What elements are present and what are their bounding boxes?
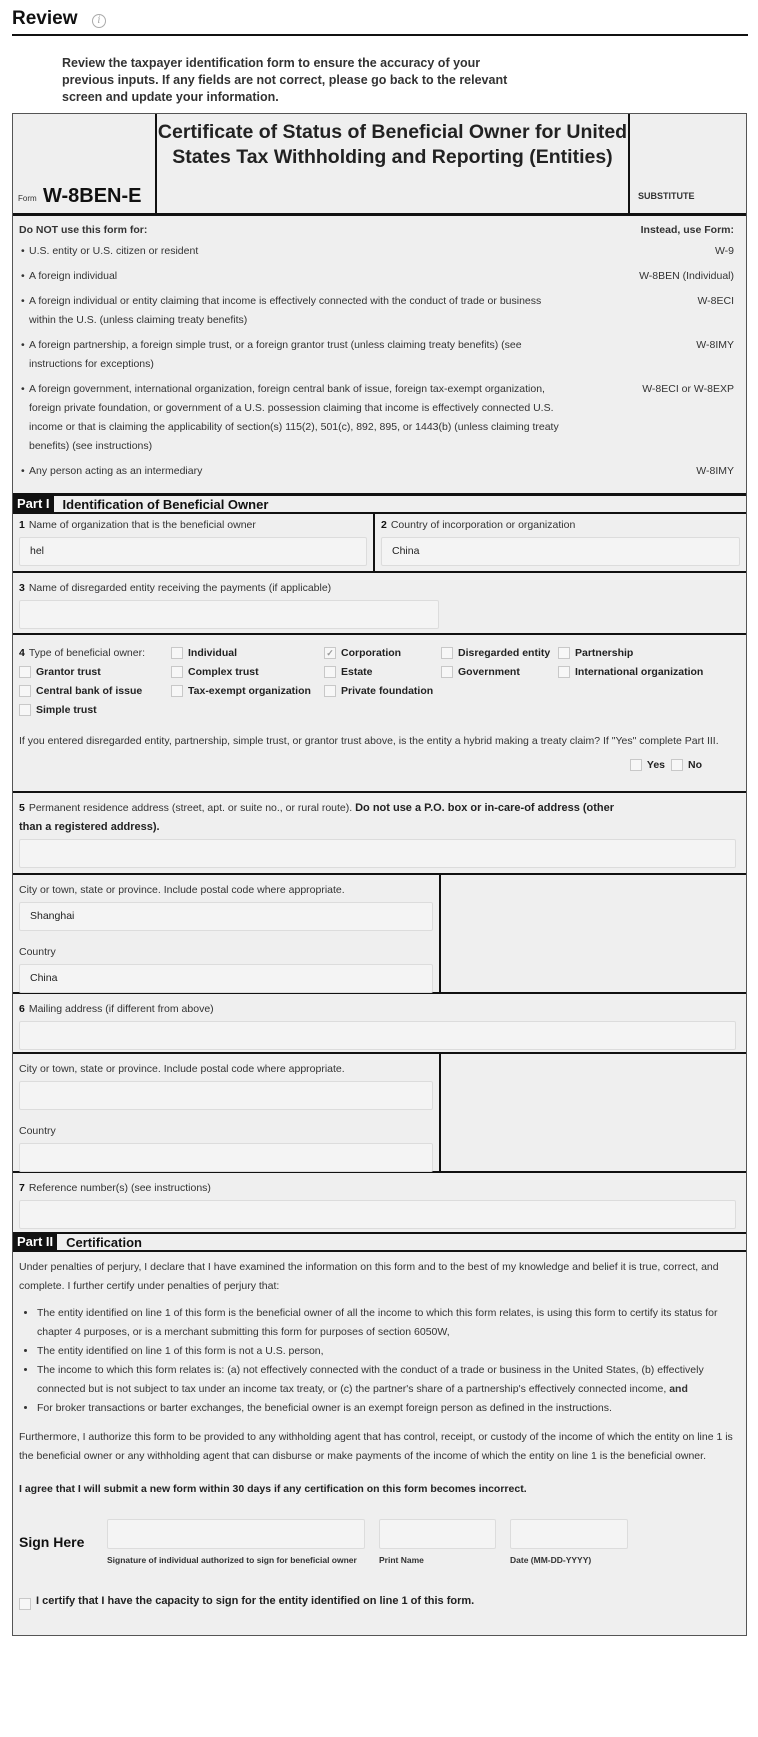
beneficial-owner-type-group xyxy=(13,635,746,771)
certification-intro: Under penalties of perjury, I declare that I have examined the information on this form and to the best of my knowledge and belief it is true, correct, and complete. I further certify under penalties of perjury that: xyxy=(19,1261,719,1292)
option-label: Government xyxy=(458,665,520,678)
checkbox-partnership[interactable] xyxy=(558,647,570,659)
do-not-use-row xyxy=(19,462,740,481)
checkbox-simple-trust[interactable] xyxy=(19,704,31,716)
line5-label-bold: Do not use a P.O. box or in-care-of address (other than a registered address). xyxy=(19,802,615,833)
option-estate[interactable] xyxy=(324,666,441,678)
sign-row xyxy=(19,1519,740,1570)
line1-2-row xyxy=(13,514,746,573)
hybrid-yes-option[interactable] xyxy=(630,759,665,771)
disregarded-entity-field[interactable] xyxy=(19,600,439,629)
line4-label: Type of beneficial owner: xyxy=(28,646,145,659)
line1-number: 1 xyxy=(19,519,25,531)
option-label: Tax-exempt organization xyxy=(188,684,311,697)
checkbox-grantor-trust[interactable] xyxy=(19,666,31,678)
do-not-use-text: • U.S. entity or U.S. citizen or resident xyxy=(19,242,559,261)
checkbox-disregarded-entity[interactable] xyxy=(441,647,453,659)
do-not-use-form: W-8ECI xyxy=(697,295,734,307)
form-number: W-8BEN-E xyxy=(43,185,142,207)
option-label: Simple trust xyxy=(36,703,97,716)
hybrid-answer-group xyxy=(19,759,740,771)
empty-cell xyxy=(441,1054,746,1171)
country-of-incorporation-field[interactable]: China xyxy=(381,537,740,566)
instead-heading: Instead, use Form: xyxy=(640,224,734,236)
signature-caption: Signature of individual authorized to sign for beneficial owner xyxy=(107,1555,357,1565)
line4-number: 4 xyxy=(19,646,25,659)
page-header xyxy=(12,6,748,36)
do-not-use-form: W-9 xyxy=(714,245,734,257)
city-country-6-row xyxy=(13,1054,746,1173)
do-not-use-row xyxy=(19,242,740,261)
substitute-box xyxy=(630,114,746,213)
line7-cell xyxy=(13,1173,746,1232)
city-country-5-row xyxy=(13,875,746,994)
info-icon[interactable]: i xyxy=(92,14,106,28)
line6-number: 6 xyxy=(19,1003,25,1015)
checkbox-hybrid-yes[interactable] xyxy=(630,759,642,771)
line5-number: 5 xyxy=(19,802,25,814)
mailing-address-field[interactable] xyxy=(19,1021,736,1050)
option-label: Grantor trust xyxy=(36,665,101,678)
country6-label: Country xyxy=(19,1125,56,1137)
furthermore-text: Furthermore, I authorize this form to be provided to any withholding agent that has control, receipt, or custody of the income of which the entity on line 1 is the beneficial owner or any withholding agent that can disburse or make payments of the income of which the entity on line 1 is the beneficial owner. xyxy=(19,1431,733,1462)
signature-field-wrap xyxy=(107,1519,365,1570)
checkbox-government[interactable] xyxy=(441,666,453,678)
part2-header xyxy=(13,1234,746,1252)
part1-label: Part I xyxy=(13,495,54,513)
line6-cell xyxy=(13,994,746,1052)
country5-label: Country xyxy=(19,946,56,958)
do-not-use-text: • A foreign individual xyxy=(19,267,559,286)
agree-text: I agree that I will submit a new form within 30 days if any certification on this form becomes incorrect. xyxy=(19,1483,527,1495)
certification-bullets xyxy=(19,1304,740,1418)
certification-bullet-text: The income to which this form relates is: (a) not effectively connected with the conduct of a trade or business in the United States, (b) effectively connected but is not subject to tax under an income tax treaty, or (c) the partner's share of a partnership's effectively connected income, xyxy=(37,1364,704,1395)
option-government[interactable] xyxy=(441,666,558,678)
certification-bullet-and: and xyxy=(669,1383,688,1395)
option-label: Estate xyxy=(341,665,373,678)
option-label: Individual xyxy=(188,646,238,659)
do-not-use-text: • A foreign partnership, a foreign simple trust, or a foreign grantor trust (unless claiming treaty benefits) (see instructions for exceptions) xyxy=(19,336,559,374)
page-title: Review xyxy=(12,8,78,29)
checkbox-hybrid-no[interactable] xyxy=(671,759,683,771)
line4-label-wrap xyxy=(19,647,171,659)
form-title: Certificate of Status of Beneficial Owner for United States Tax Withholding and Reporting (Entities) xyxy=(157,114,630,213)
part1-title: Identification of Beneficial Owner xyxy=(62,496,269,512)
option-label: Disregarded entity xyxy=(458,646,551,659)
do-not-use-form: W-8BEN (Individual) xyxy=(639,270,734,282)
line2-label: Country of incorporation or organization xyxy=(390,519,576,531)
part2-label: Part II xyxy=(13,1233,57,1251)
do-not-use-text: • A foreign individual or entity claiming that income is effectively connected with the conduct of trade or business within the U.S. (unless claiming treaty benefits) xyxy=(19,292,559,330)
checkbox-private-foundation[interactable] xyxy=(324,685,336,697)
city5-field[interactable]: Shanghai xyxy=(19,902,433,931)
line1-label: Name of organization that is the beneficial owner xyxy=(28,519,256,531)
line7-number: 7 xyxy=(19,1182,25,1194)
do-not-use-row xyxy=(19,292,740,330)
line3-row xyxy=(13,573,746,635)
option-label: Central bank of issue xyxy=(36,684,143,697)
city6-label: City or town, state or province. Include postal code where appropriate. xyxy=(19,1063,345,1075)
print-name-field[interactable] xyxy=(379,1519,496,1549)
do-not-use-form: W-8IMY xyxy=(696,465,734,477)
option-complex-trust[interactable] xyxy=(171,666,324,678)
checkbox-complex-trust[interactable] xyxy=(171,666,183,678)
part1-header xyxy=(13,496,746,514)
line1-cell xyxy=(13,514,375,571)
do-not-use-form: W-8ECI or W-8EXP xyxy=(642,383,734,395)
print-name-field-wrap xyxy=(379,1519,496,1570)
sign-here-label: Sign Here xyxy=(19,1534,85,1550)
part2-title: Certification xyxy=(66,1234,142,1250)
checkbox-estate[interactable] xyxy=(324,666,336,678)
option-disregarded-entity[interactable] xyxy=(441,647,558,659)
certification-section xyxy=(13,1252,746,1635)
reference-number-field[interactable] xyxy=(19,1200,736,1229)
do-not-use-section xyxy=(13,216,746,496)
line3-number: 3 xyxy=(19,582,25,594)
do-not-use-row xyxy=(19,380,740,456)
date-field[interactable] xyxy=(510,1519,628,1549)
line5-cell xyxy=(13,793,746,873)
do-not-use-text: • A foreign government, international organization, foreign central bank of issue, foreign tax-exempt organization, foreign private foundation, or government of a U.S. possession claiming that income is effectively connected U.S. income or that is claiming the applicability of section(s) 115(2), 501(c), 892, 895, or 1443(b) (unless claiming treaty benefits) (see instructions) xyxy=(19,380,559,456)
form-id-box xyxy=(13,114,157,213)
city-country-5-cell xyxy=(13,875,441,992)
intro-text: Review the taxpayer identification form to ensure the accuracy of your previous inputs. If any fields are not correct, please go back to the relevant screen and update your information. xyxy=(62,56,508,104)
capacity-option[interactable] xyxy=(19,1592,740,1611)
date-field-wrap xyxy=(510,1519,628,1570)
certification-bullet: • The entity identified on line 1 of this form is the beneficial owner of all the income to which this form relates, is using this form to certify its status for chapter 4 purposes, or is a merchant submitting this form for purposes of section 6050W, xyxy=(37,1304,740,1342)
hybrid-no-label: No xyxy=(688,759,702,771)
line7-label: Reference number(s) (see instructions) xyxy=(28,1182,211,1194)
country6-field[interactable] xyxy=(19,1143,433,1172)
line6-label: Mailing address (if different from above) xyxy=(28,1003,214,1015)
checkbox-international-organization[interactable] xyxy=(558,666,570,678)
option-partnership[interactable] xyxy=(558,647,633,659)
checkbox-tax-exempt[interactable] xyxy=(171,685,183,697)
option-corporation[interactable] xyxy=(324,647,441,659)
line2-number: 2 xyxy=(381,519,387,531)
option-label: Complex trust xyxy=(188,665,259,678)
option-label: Private foundation xyxy=(341,684,434,697)
option-central-bank[interactable] xyxy=(19,685,171,697)
option-grantor-trust[interactable] xyxy=(19,666,171,678)
checkbox-individual[interactable] xyxy=(171,647,183,659)
certification-bullet: • For broker transactions or barter exchanges, the beneficial owner is an exempt foreign person as defined in the instructions. xyxy=(37,1399,740,1418)
line2-cell xyxy=(375,514,746,571)
certification-bullet: • The entity identified on line 1 of this form is not a U.S. person, xyxy=(37,1342,740,1361)
line3-cell xyxy=(13,573,746,633)
org-name-field[interactable]: hel xyxy=(19,537,367,566)
city6-field[interactable] xyxy=(19,1081,433,1110)
option-private-foundation[interactable] xyxy=(324,685,433,697)
city-country-6-cell xyxy=(13,1054,441,1171)
capacity-label: I certify that I have the capacity to sign for the entity identified on line 1 of this form. xyxy=(36,1595,475,1607)
line7-row xyxy=(13,1173,746,1234)
option-simple-trust[interactable] xyxy=(19,704,97,716)
date-caption: Date (MM-DD-YYYY) xyxy=(510,1555,592,1565)
option-tax-exempt[interactable] xyxy=(171,685,324,697)
line5-label: Permanent residence address (street, apt. or suite no., or rural route). xyxy=(28,802,353,814)
w8bene-form xyxy=(12,113,747,1636)
print-name-caption: Print Name xyxy=(379,1555,424,1565)
option-label: Partnership xyxy=(575,646,634,659)
certification-bullet xyxy=(37,1361,740,1399)
do-not-use-heading: Do NOT use this form for: xyxy=(19,224,148,236)
do-not-use-text: • Any person acting as an intermediary xyxy=(19,462,559,481)
option-individual[interactable] xyxy=(171,647,324,659)
checkbox-corporation[interactable]: ✓ xyxy=(324,647,336,659)
option-label: Corporation xyxy=(341,646,402,659)
checkbox-central-bank[interactable] xyxy=(19,685,31,697)
do-not-use-form: W-8IMY xyxy=(696,339,734,351)
country5-field[interactable]: China xyxy=(19,964,433,993)
line4-row xyxy=(13,635,746,793)
option-international-organization[interactable] xyxy=(558,666,703,678)
line5-row xyxy=(13,793,746,875)
do-not-use-row xyxy=(19,267,740,286)
checkbox-capacity[interactable] xyxy=(19,1598,31,1610)
form-header xyxy=(13,114,746,216)
do-not-use-row xyxy=(19,336,740,374)
form-word: Form xyxy=(18,194,37,203)
line6-row xyxy=(13,994,746,1054)
empty-cell xyxy=(441,875,746,992)
city5-label: City or town, state or province. Include postal code where appropriate. xyxy=(19,884,345,896)
permanent-address-field[interactable] xyxy=(19,839,736,868)
option-label: International organization xyxy=(575,665,704,678)
hybrid-no-option[interactable] xyxy=(671,759,702,771)
hybrid-yes-label: Yes xyxy=(646,759,665,771)
signature-field[interactable] xyxy=(107,1519,365,1549)
line3-label: Name of disregarded entity receiving the payments (if applicable) xyxy=(28,582,332,594)
substitute-label: SUBSTITUTE xyxy=(638,191,695,201)
hybrid-question: If you entered disregarded entity, partnership, simple trust, or grantor trust above, is the entity a hybrid making a treaty claim? If "Yes" complete Part III. xyxy=(19,735,719,747)
